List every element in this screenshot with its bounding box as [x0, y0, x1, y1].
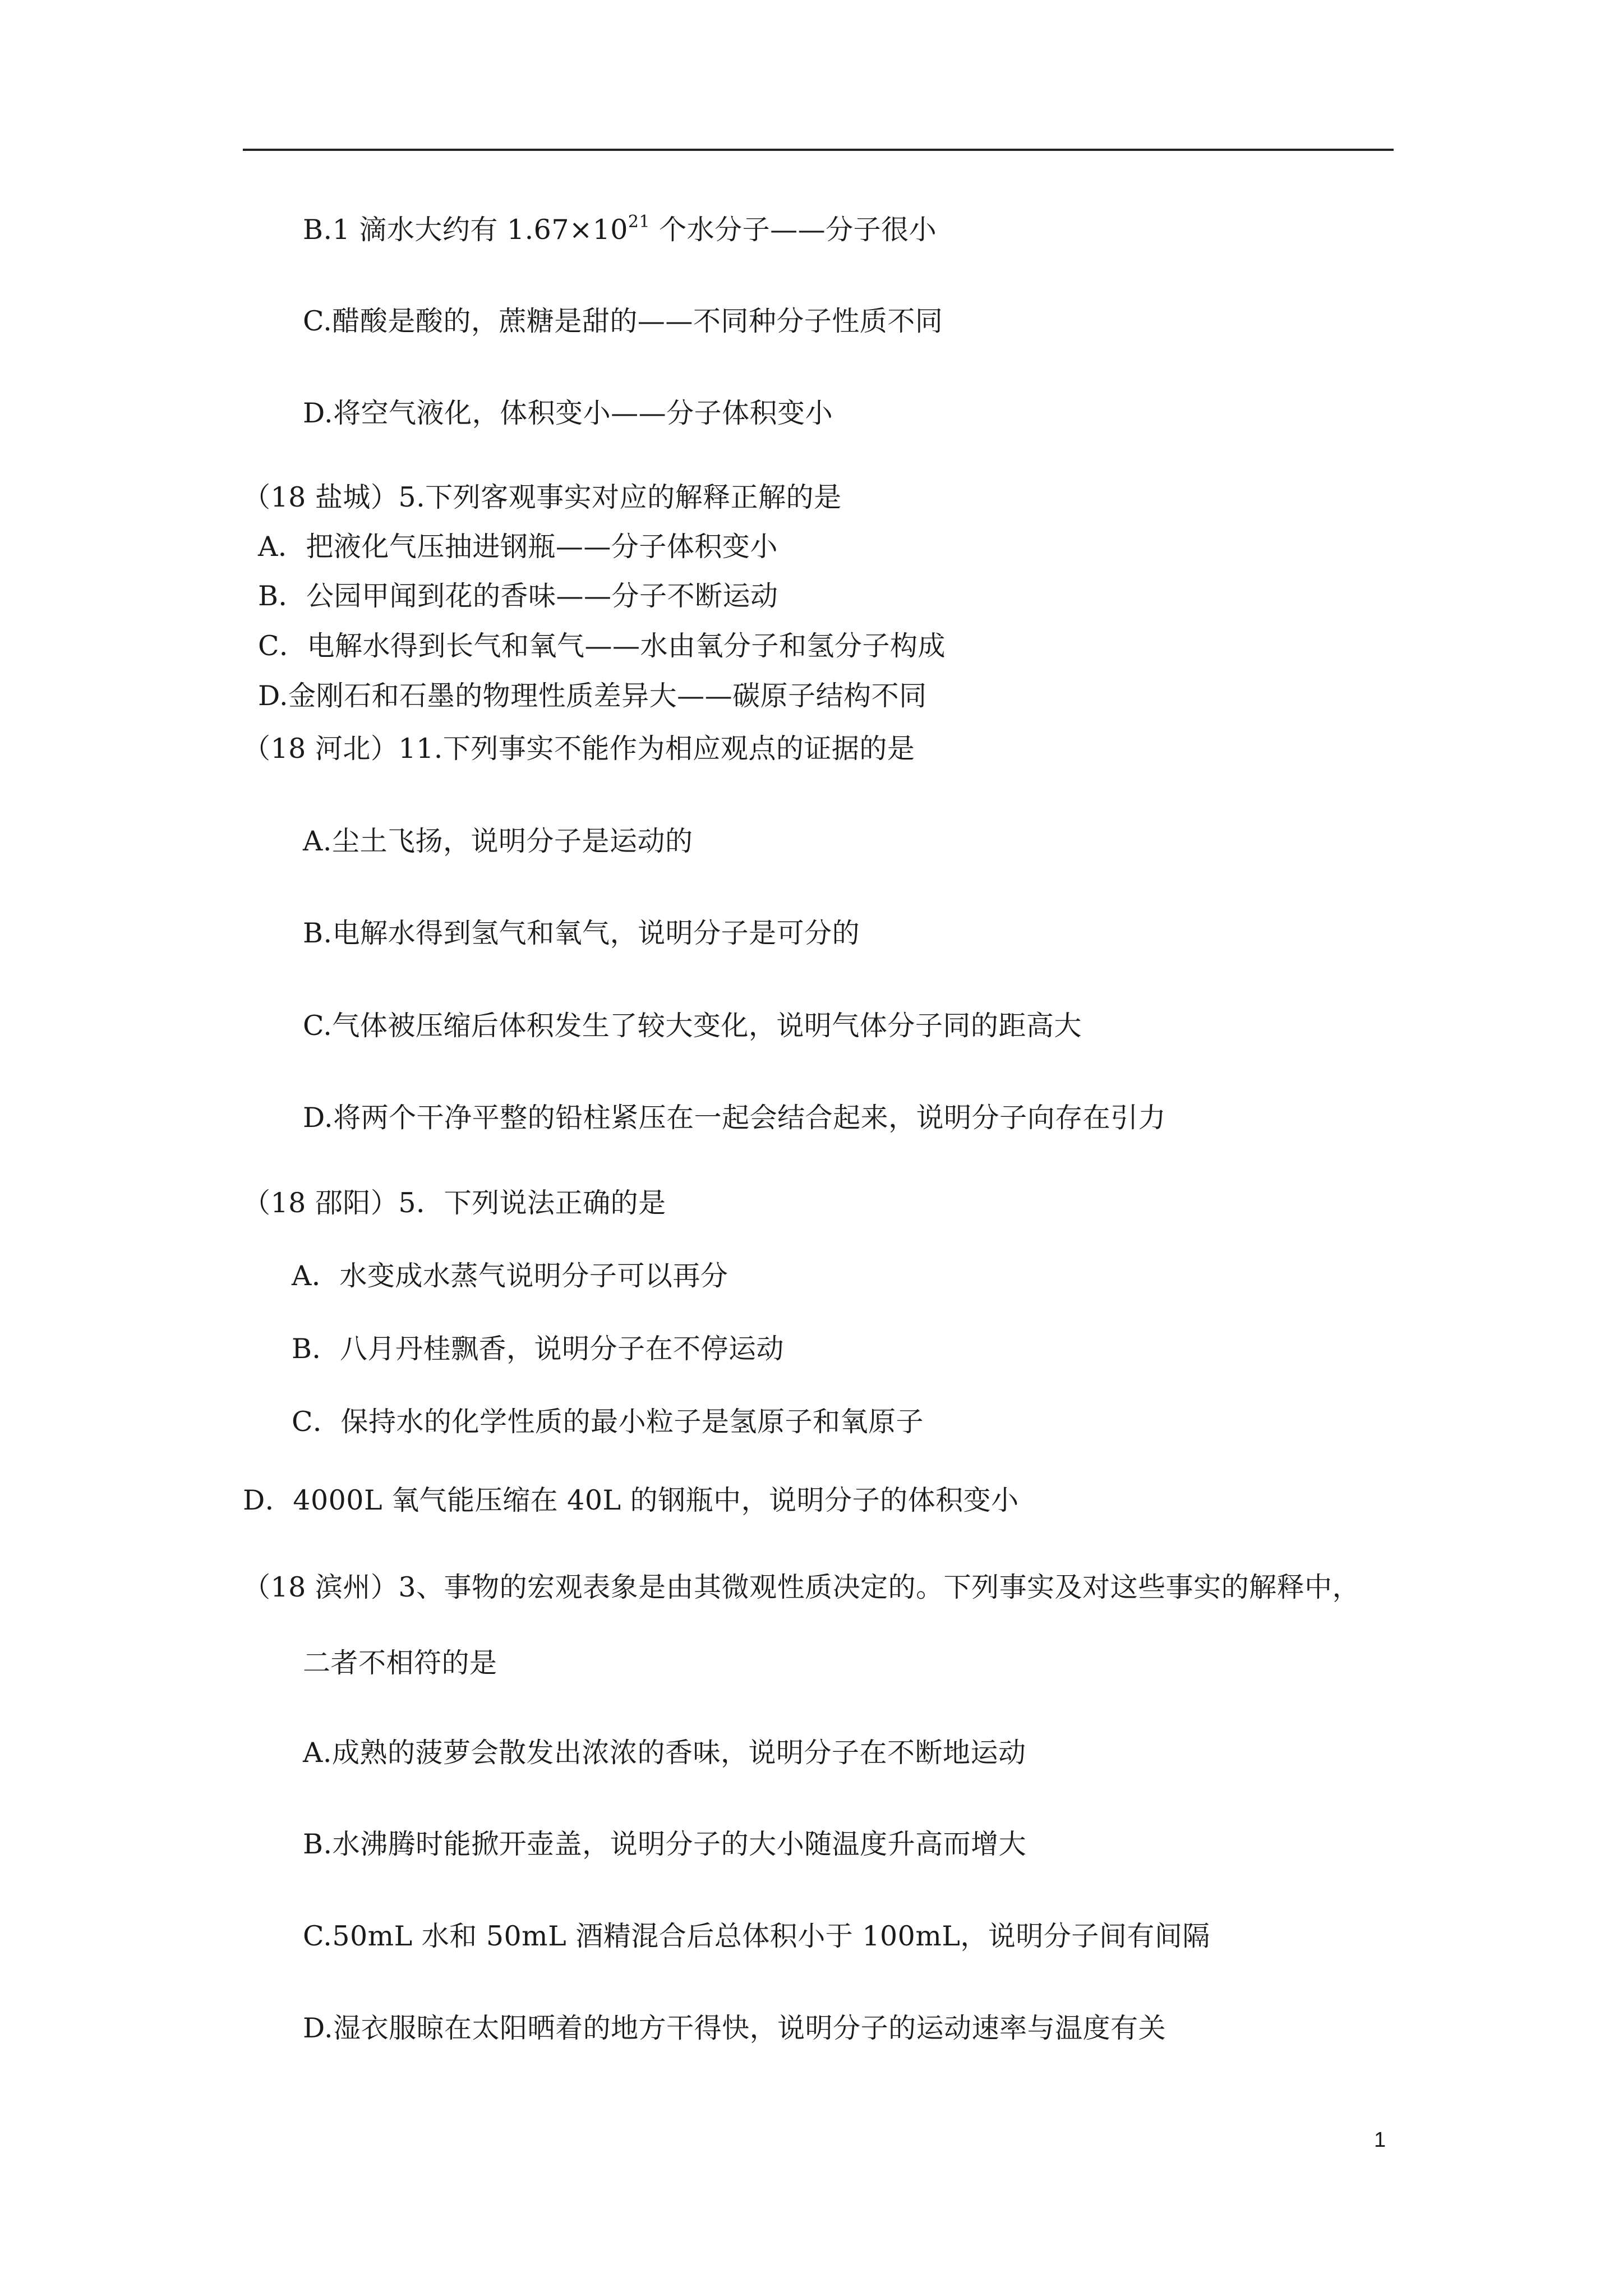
header-rule — [243, 149, 1394, 151]
binzhou-option-d: D.湿衣服晾在太阳晒着的地方干得快，说明分子的运动速率与温度有关 — [303, 2012, 1166, 2044]
binzhou-question-stem-line1: （18 滨州）3、事物的宏观表象是由其微观性质决定的。下列事实及对这些事实的解释中， — [243, 1571, 1361, 1603]
shaoyang-option-b: B．八月丹桂飘香，说明分子在不停运动 — [292, 1333, 785, 1365]
yancheng-option-a: A．把液化气压抽进钢瓶——分子体积变小 — [258, 531, 778, 563]
prev-option-b: B.1 滴水大约有 $1.67\times 10^{21}$ 个水分子——分子很小 — [303, 211, 937, 246]
binzhou-option-c: C.50mL 水和 50mL 酒精混合后总体积小于 100mL，说明分子间有间隔 — [303, 1920, 1210, 1952]
binzhou-option-a: A.成熟的菠萝会散发出浓浓的香味，说明分子在不断地运动 — [303, 1737, 1026, 1769]
binzhou-question-stem-line2: 二者不相符的是 — [303, 1647, 497, 1679]
shaoyang-option-a: A．水变成水蒸气说明分子可以再分 — [292, 1260, 728, 1292]
hebei-option-b: B.电解水得到氢气和氧气，说明分子是可分的 — [303, 917, 860, 949]
hebei-option-c: C.气体被压缩后体积发生了较大变化，说明气体分子同的距高大 — [303, 1010, 1082, 1042]
binzhou-option-b: B.水沸腾时能掀开壶盖，说明分子的大小随温度升高而增大 — [303, 1828, 1027, 1860]
hebei-option-d: D.将两个干净平整的铅柱紧压在一起会结合起来，说明分子向存在引力 — [303, 1102, 1166, 1134]
prev-option-d: D.将空气液化，体积变小——分子体积变小 — [303, 397, 833, 429]
prev-option-c: C.醋酸是酸的，蔗糖是甜的——不同种分子性质不同 — [303, 305, 943, 337]
yancheng-option-c: C．电解水得到长气和氧气——水由氧分子和氢分子构成 — [258, 630, 946, 662]
hebei-question-stem: （18 河北）11.下列事实不能作为相应观点的证据的是 — [243, 733, 915, 765]
page-number: 1 — [1374, 2128, 1386, 2152]
shaoyang-option-d: D．4000L 氧气能压缩在 40L 的钢瓶中，说明分子的体积变小 — [243, 1484, 1019, 1516]
yancheng-option-d: D.金刚石和石墨的物理性质差异大——碳原子结构不同 — [258, 680, 927, 712]
hebei-option-a: A.尘土飞扬，说明分子是运动的 — [303, 825, 693, 857]
yancheng-option-b: B．公园甲闻到花的香味——分子不断运动 — [258, 580, 778, 612]
shaoyang-option-c: C．保持水的化学性质的最小粒子是氢原子和氧原子 — [292, 1406, 924, 1438]
shaoyang-question-stem: （18 邵阳）5．下列说法正确的是 — [243, 1187, 666, 1219]
yancheng-question-stem: （18 盐城）5.下列客观事实对应的解释正解的是 — [243, 481, 842, 513]
